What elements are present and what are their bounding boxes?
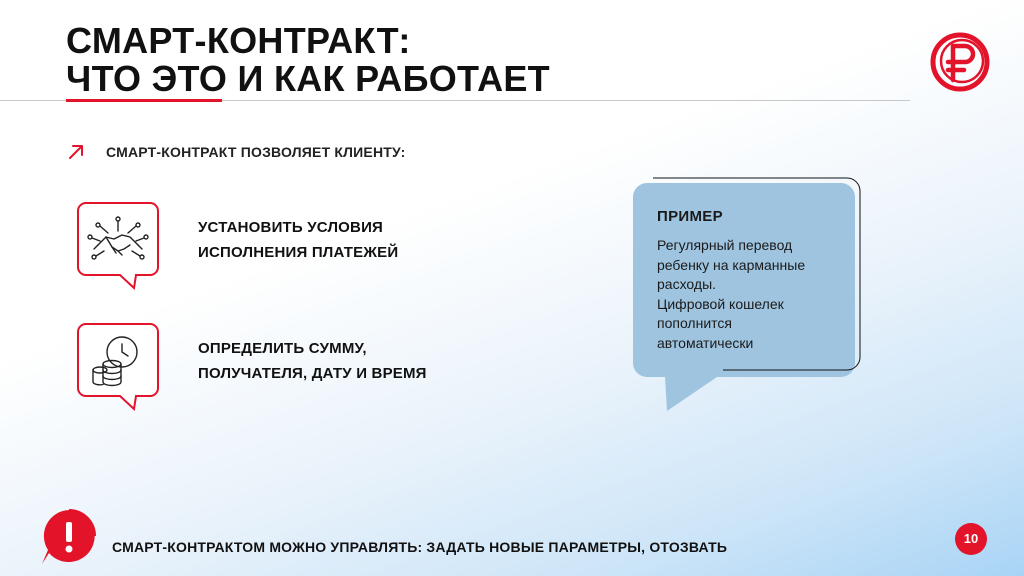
header-accent-line bbox=[66, 99, 222, 102]
feature-2-text bbox=[198, 336, 427, 386]
example-line: автоматически bbox=[657, 334, 754, 351]
example-title: ПРИМЕР bbox=[657, 208, 723, 225]
example-line: пополнится bbox=[657, 315, 732, 331]
feature-2-line-2: ПОЛУЧАТЕЛЯ, ДАТУ И ВРЕМЯ bbox=[198, 365, 427, 382]
example-body bbox=[657, 236, 847, 353]
example-line: ребенку на карманные bbox=[657, 256, 806, 273]
exclamation-icon bbox=[40, 508, 98, 566]
arrow-up-right-icon bbox=[68, 144, 84, 160]
page-title bbox=[66, 22, 550, 98]
handshake-icon bbox=[76, 201, 160, 291]
footer-note: СМАРТ-КОНТРАКТОМ МОЖНО УПРАВЛЯТЬ: ЗАДАТЬ НОВЫЕ ПАРАМЕТРЫ, ОТОЗВАТЬ bbox=[112, 539, 728, 555]
page-title-line-1: СМАРТ-КОНТРАКТ: bbox=[66, 20, 411, 61]
digital-ruble-icon bbox=[926, 28, 994, 96]
example-line: расходы. bbox=[657, 276, 717, 292]
subheading-text: СМАРТ-КОНТРАКТ ПОЗВОЛЯЕТ КЛИЕНТУ: bbox=[106, 144, 406, 160]
feature-1-line-2: ИСПОЛНЕНИЯ ПЛАТЕЖЕЙ bbox=[198, 244, 399, 261]
example-line: Регулярный перевод bbox=[657, 237, 793, 253]
example-line: Цифровой кошелек bbox=[657, 295, 784, 312]
clock-coins-icon bbox=[76, 322, 160, 412]
subheading bbox=[68, 144, 405, 160]
page-title-line-2: ЧТО ЭТО И КАК РАБОТАЕТ bbox=[66, 58, 550, 99]
feature-1-line-1: УСТАНОВИТЬ УСЛОВИЯ bbox=[198, 219, 384, 236]
feature-1-text bbox=[198, 215, 398, 265]
page-number-badge: 10 bbox=[955, 523, 987, 555]
feature-2-line-1: ОПРЕДЕЛИТЬ СУММУ, bbox=[198, 340, 367, 357]
